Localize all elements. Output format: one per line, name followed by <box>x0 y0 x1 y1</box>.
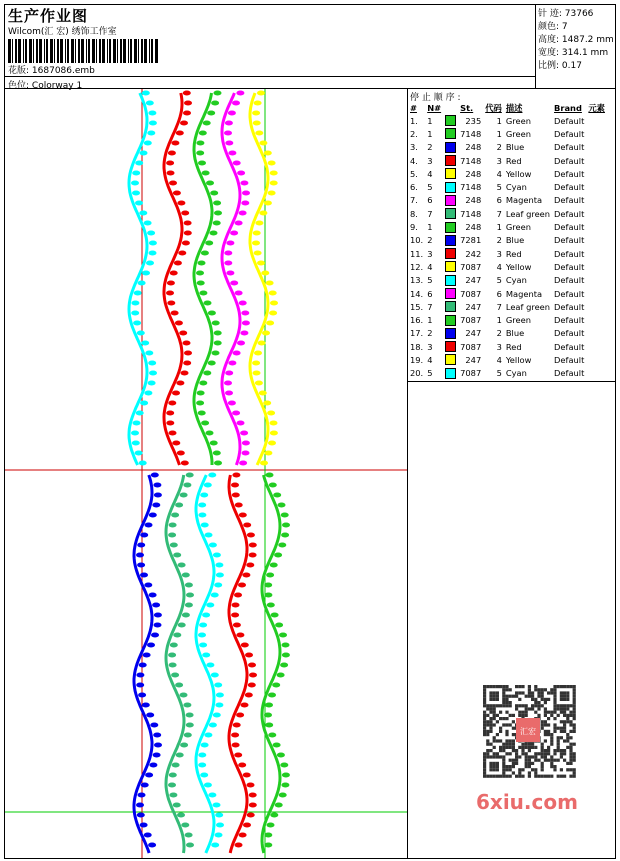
cell-brand: Default <box>554 128 585 139</box>
stat-label: 高度: <box>538 35 560 45</box>
cell-needle: 7 <box>427 301 433 312</box>
cell-brand: Default <box>554 301 585 312</box>
cell-stitches: 7087 <box>460 341 482 352</box>
cell-brand: Default <box>554 328 585 339</box>
page-title: 生产作业图 <box>8 7 89 25</box>
cell-index: 9. <box>410 222 418 233</box>
table-row <box>408 127 607 140</box>
stat-value: 0.17 <box>561 61 582 71</box>
cell-element <box>586 353 607 366</box>
cell-stitches: 247 <box>465 354 482 365</box>
cell-code: 5 <box>496 368 502 379</box>
cell-description: Cyan <box>505 275 527 286</box>
stat-value: 7 <box>561 22 568 32</box>
cell-description: Yellow <box>505 261 532 272</box>
cell-needle: 5 <box>427 368 433 379</box>
color-swatch <box>445 155 456 166</box>
col-header-code: 代码 <box>485 102 502 113</box>
cell-stitches: 248 <box>465 195 482 206</box>
cell-element <box>586 260 607 273</box>
cell-code: 6 <box>496 288 502 299</box>
cell-description: Green <box>505 315 531 326</box>
cell-needle: 3 <box>427 248 433 259</box>
cell-needle: 4 <box>427 168 433 179</box>
cell-description: Red <box>505 248 522 259</box>
cell-needle: 7 <box>427 208 433 219</box>
col-header-description: 描述 <box>505 102 523 113</box>
watermark-stamp: 汇宏 <box>520 727 536 736</box>
cell-brand: Default <box>554 142 585 153</box>
cell-needle: 2 <box>427 142 433 153</box>
cell-brand: Default <box>554 115 585 126</box>
color-swatch <box>445 288 456 299</box>
cell-description: Blue <box>505 235 525 246</box>
color-swatch <box>445 128 456 139</box>
table-row <box>408 180 607 193</box>
cell-index: 7. <box>410 195 418 206</box>
table-header-row <box>408 101 607 114</box>
table-row <box>408 234 607 247</box>
cell-stitches: 242 <box>465 248 482 259</box>
cell-index: 15. <box>410 301 424 312</box>
cell-swatch <box>443 180 458 193</box>
table-row <box>408 287 607 300</box>
cell-swatch <box>443 194 458 207</box>
cell-index: 5. <box>410 168 418 179</box>
cell-needle: 4 <box>427 354 433 365</box>
cell-swatch <box>443 340 458 353</box>
cell-needle: 1 <box>427 128 433 139</box>
cell-element <box>586 300 607 313</box>
cell-element <box>586 327 607 340</box>
stat-stitches <box>538 6 593 19</box>
cell-code: 1 <box>496 315 502 326</box>
cell-code: 4 <box>496 168 502 179</box>
color-swatch <box>445 301 456 312</box>
cell-code: 6 <box>496 195 502 206</box>
cell-code: 7 <box>496 301 502 312</box>
cell-code: 2 <box>496 142 502 153</box>
cell-stitches: 7148 <box>460 208 482 219</box>
cell-swatch <box>443 167 458 180</box>
cell-swatch <box>443 260 458 273</box>
cell-needle: 4 <box>427 261 433 272</box>
cell-code: 7 <box>496 208 502 219</box>
color-swatch <box>445 208 456 219</box>
cell-swatch <box>443 234 458 247</box>
color-swatch <box>445 368 456 379</box>
design-file-label: 花版: <box>8 66 30 76</box>
stat-width <box>538 45 608 58</box>
cell-index: 17. <box>410 328 424 339</box>
cell-brand: Default <box>554 261 585 272</box>
color-swatch <box>445 328 456 339</box>
cell-element <box>586 141 607 154</box>
cell-needle: 6 <box>427 288 433 299</box>
cell-stitches: 7148 <box>460 182 482 193</box>
col-header-index: # <box>410 102 417 113</box>
table-row <box>408 194 607 207</box>
color-swatch <box>445 115 456 126</box>
cell-code: 2 <box>496 235 502 246</box>
table-row <box>408 220 607 233</box>
cell-swatch <box>443 207 458 220</box>
cell-element <box>586 340 607 353</box>
table-row <box>408 141 607 154</box>
design-file-line <box>8 63 95 76</box>
cell-code: 3 <box>496 155 502 166</box>
cell-description: Red <box>505 155 522 166</box>
table-row <box>408 300 607 313</box>
cell-needle: 5 <box>427 182 433 193</box>
cell-needle: 5 <box>427 275 433 286</box>
barcode <box>8 39 158 63</box>
cell-brand: Default <box>554 155 585 166</box>
table-row <box>408 247 607 260</box>
table-row <box>408 207 607 220</box>
table-row <box>408 167 607 180</box>
cell-index: 4. <box>410 155 418 166</box>
cell-brand: Default <box>554 315 585 326</box>
cell-stitches: 7087 <box>460 288 482 299</box>
color-swatch <box>445 195 456 206</box>
stat-label: 宽度: <box>538 48 560 58</box>
cell-brand: Default <box>554 248 585 259</box>
cell-swatch <box>443 154 458 167</box>
cell-description: Yellow <box>505 354 532 365</box>
cell-brand: Default <box>554 341 585 352</box>
cell-stitches: 247 <box>465 275 482 286</box>
cell-stitches: 7148 <box>460 128 482 139</box>
cell-stitches: 235 <box>465 115 482 126</box>
cell-swatch <box>443 141 458 154</box>
cell-needle: 1 <box>427 222 433 233</box>
cell-stitches: 247 <box>465 301 482 312</box>
cell-index: 3. <box>410 142 418 153</box>
cell-index: 11. <box>410 248 424 259</box>
cell-stitches: 7087 <box>460 261 482 272</box>
cell-element <box>586 154 607 167</box>
cell-stitches: 248 <box>465 222 482 233</box>
cell-swatch <box>443 287 458 300</box>
cell-element <box>586 287 607 300</box>
cell-index: 8. <box>410 208 418 219</box>
color-swatch <box>445 261 456 272</box>
cell-brand: Default <box>554 368 585 379</box>
cell-needle: 3 <box>427 155 433 166</box>
col-header-element: 元素 <box>588 102 605 113</box>
stat-colors <box>538 19 568 32</box>
cell-brand: Default <box>554 288 585 299</box>
colorway-label: 色位: <box>8 81 30 91</box>
cell-index: 13. <box>410 275 424 286</box>
cell-brand: Default <box>554 182 585 193</box>
table-row <box>408 313 607 326</box>
cell-index: 20. <box>410 368 424 379</box>
stop-sequence-panel <box>407 88 616 859</box>
cell-element <box>586 180 607 193</box>
cell-swatch <box>443 220 458 233</box>
stat-label: 针 迹: <box>538 9 562 19</box>
table-row <box>408 114 607 127</box>
cell-brand: Default <box>554 208 585 219</box>
qr-code <box>471 683 586 783</box>
cell-swatch <box>443 367 458 380</box>
cell-swatch <box>443 114 458 127</box>
table-row <box>408 260 607 273</box>
cell-index: 14. <box>410 288 424 299</box>
cell-code: 5 <box>496 182 502 193</box>
cell-code: 4 <box>496 261 502 272</box>
cell-needle: 2 <box>427 328 433 339</box>
cell-needle: 1 <box>427 315 433 326</box>
color-swatch <box>445 248 456 259</box>
table-row <box>408 367 607 380</box>
sequence-title: 停 止 顺 序 : <box>410 93 461 103</box>
header-info-panel <box>4 4 536 89</box>
cell-needle: 2 <box>427 235 433 246</box>
color-swatch <box>445 341 456 352</box>
table-row <box>408 274 607 287</box>
stat-value: 314.1 mm <box>561 48 609 58</box>
stop-sequence-table <box>408 101 607 380</box>
cell-stitches: 248 <box>465 168 482 179</box>
table-row <box>408 327 607 340</box>
color-swatch <box>445 182 456 193</box>
cell-element <box>586 114 607 127</box>
cell-swatch <box>443 127 458 140</box>
cell-code: 2 <box>496 328 502 339</box>
cell-description: Green <box>505 128 531 139</box>
col-header-stitches: St. <box>460 102 474 113</box>
panel-divider <box>408 381 615 382</box>
cell-index: 10. <box>410 235 424 246</box>
color-swatch <box>445 168 456 179</box>
header-divider <box>5 76 535 77</box>
cell-description: Leaf green <box>505 301 551 312</box>
cell-brand: Default <box>554 195 585 206</box>
cell-description: Magenta <box>505 195 543 206</box>
cell-brand: Default <box>554 235 585 246</box>
color-swatch <box>445 315 456 326</box>
cell-index: 6. <box>410 182 418 193</box>
cell-description: Leaf green <box>505 208 551 219</box>
col-header-needle: N# <box>427 102 442 113</box>
cell-brand: Default <box>554 275 585 286</box>
watermark-logo: 6xiu.com <box>476 790 578 814</box>
color-swatch <box>445 222 456 233</box>
cell-description: Cyan <box>505 368 527 379</box>
cell-brand: Default <box>554 168 585 179</box>
cell-needle: 6 <box>427 195 433 206</box>
cell-description: Blue <box>505 142 525 153</box>
design-preview-canvas[interactable] <box>4 88 408 859</box>
color-swatch <box>445 142 456 153</box>
cell-stitches: 7148 <box>460 155 482 166</box>
cell-element <box>586 127 607 140</box>
cell-index: 2. <box>410 128 418 139</box>
cell-description: Blue <box>505 328 525 339</box>
cell-swatch <box>443 327 458 340</box>
cell-index: 18. <box>410 341 424 352</box>
color-swatch <box>445 354 456 365</box>
cell-description: Green <box>505 115 531 126</box>
cell-code: 3 <box>496 248 502 259</box>
cell-code: 4 <box>496 354 502 365</box>
design-file-name: 1687086.emb <box>31 66 95 76</box>
table-row <box>408 353 607 366</box>
cell-index: 1. <box>410 115 418 126</box>
vine-columns <box>129 91 290 854</box>
stat-value: 73766 <box>564 9 594 19</box>
cell-stitches: 247 <box>465 328 482 339</box>
cell-swatch <box>443 247 458 260</box>
table-row <box>408 154 607 167</box>
cell-description: Green <box>505 222 531 233</box>
cell-code: 5 <box>496 275 502 286</box>
cell-description: Red <box>505 341 522 352</box>
cell-swatch <box>443 353 458 366</box>
stat-label: 比例: <box>538 61 560 71</box>
cell-element <box>586 167 607 180</box>
stat-scale <box>538 58 582 71</box>
cell-description: Cyan <box>505 182 527 193</box>
color-swatch <box>445 235 456 246</box>
table-row <box>408 340 607 353</box>
cell-swatch <box>443 300 458 313</box>
cell-description: Yellow <box>505 168 532 179</box>
cell-needle: 1 <box>427 115 433 126</box>
cell-element <box>586 274 607 287</box>
cell-needle: 3 <box>427 341 433 352</box>
cell-code: 3 <box>496 341 502 352</box>
cell-brand: Default <box>554 222 585 233</box>
cell-element <box>586 234 607 247</box>
company-name: Wilcom(汇 宏) 绣饰工作室 <box>8 27 117 37</box>
cell-element <box>586 207 607 220</box>
design-stats-panel <box>535 4 616 89</box>
cell-stitches: 248 <box>465 142 482 153</box>
cell-element <box>586 313 607 326</box>
cell-element <box>586 367 607 380</box>
colorway-name: Colorway 1 <box>31 81 83 91</box>
cell-element <box>586 194 607 207</box>
cell-code: 1 <box>496 128 502 139</box>
cell-index: 19. <box>410 354 424 365</box>
cell-stitches: 7087 <box>460 368 482 379</box>
cell-stitches: 7087 <box>460 315 482 326</box>
cell-stitches: 7281 <box>460 235 482 246</box>
cell-index: 12. <box>410 261 424 272</box>
embroidery-design <box>5 89 407 858</box>
col-header-brand: Brand <box>554 102 582 113</box>
stat-label: 颜色: <box>538 22 560 32</box>
stat-height <box>538 32 614 45</box>
cell-description: Magenta <box>505 288 543 299</box>
cell-brand: Default <box>554 354 585 365</box>
cell-swatch <box>443 313 458 326</box>
cell-element <box>586 247 607 260</box>
cell-code: 1 <box>496 115 502 126</box>
cell-swatch <box>443 274 458 287</box>
cell-element <box>586 220 607 233</box>
stat-value: 1487.2 mm <box>561 35 614 45</box>
col-header-swatch <box>443 101 458 114</box>
cell-code: 1 <box>496 222 502 233</box>
color-swatch <box>445 275 456 286</box>
cell-index: 16. <box>410 315 424 326</box>
